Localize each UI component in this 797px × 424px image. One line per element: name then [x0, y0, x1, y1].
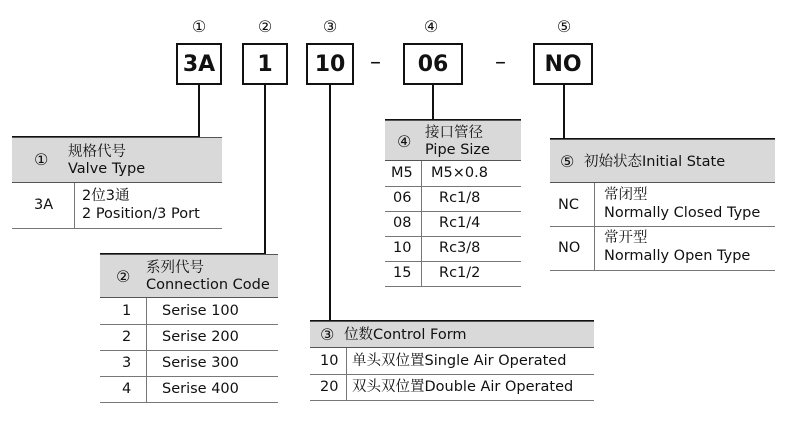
table-row [100, 298, 278, 324]
leader-line [563, 85, 565, 139]
section-marker: ⑤ [560, 152, 575, 171]
column-divider [74, 183, 75, 228]
valve-type-table [12, 137, 222, 229]
row-value: M5×0.8 [431, 165, 488, 181]
position-marker-3: ③ [322, 17, 338, 36]
leader-line [432, 85, 434, 120]
row-code: 2 [122, 329, 132, 345]
table-row [550, 183, 775, 226]
table-row [385, 161, 521, 186]
row-divider [385, 286, 521, 287]
row-value: Rc1/2 [439, 265, 481, 281]
row-desc-cn: 2位3通 [82, 188, 130, 204]
row-desc-en: Normally Open Type [604, 248, 751, 264]
row-code: NO [558, 240, 581, 256]
table-header [12, 137, 222, 183]
column-divider [421, 161, 422, 286]
section-title-cn: 规格代号 [68, 144, 126, 160]
row-value: Serise 100 [162, 303, 239, 319]
section-title-cn: 系列代号 [146, 260, 204, 276]
section-title: 初始状态Initial State [584, 154, 726, 170]
section-title-en: Connection Code [146, 277, 270, 293]
row-desc-en: 2 Position/3 Port [82, 206, 200, 222]
section-marker: ③ [320, 325, 335, 344]
position-marker-5: ⑤ [556, 17, 572, 36]
row-desc-cn: 常闭型 [604, 187, 648, 203]
row-code: 08 [393, 215, 412, 231]
pipe-size-table [385, 120, 521, 290]
row-value: Serise 400 [162, 381, 239, 397]
code-box-initial-state: NO [533, 43, 593, 85]
row-value: Rc1/4 [439, 215, 481, 231]
section-marker: ② [116, 267, 131, 286]
table-row [310, 374, 594, 400]
row-code: 3 [122, 355, 132, 371]
row-code: NC [558, 197, 579, 213]
separator-dash: – [370, 50, 381, 75]
table-row [12, 183, 222, 228]
table-header [310, 321, 594, 348]
row-desc-cn: 常开型 [604, 230, 648, 246]
code-box-connection: 1 [242, 43, 288, 85]
section-title-cn: 接口管径 [425, 125, 483, 141]
row-divider [550, 226, 775, 227]
control-form-table [310, 321, 594, 401]
row-code: 10 [393, 240, 412, 256]
row-code: 10 [320, 353, 339, 369]
code-box-valve-type: 3A [176, 43, 222, 85]
row-divider [100, 402, 278, 403]
row-divider [385, 261, 521, 262]
row-divider [310, 374, 594, 375]
leader-line [264, 85, 266, 254]
row-divider [550, 270, 775, 271]
table-header [100, 254, 278, 298]
row-divider [385, 236, 521, 237]
row-desc-en: Normally Closed Type [604, 205, 761, 221]
row-divider [100, 350, 278, 351]
row-code: M5 [391, 165, 413, 181]
row-divider [385, 186, 521, 187]
position-marker-4: ④ [423, 17, 439, 36]
row-code: 1 [122, 303, 132, 319]
row-value: 双头双位置Double Air Operated [352, 379, 574, 395]
row-value: 单头双位置Single Air Operated [352, 353, 567, 369]
row-value: Rc1/8 [439, 190, 481, 206]
row-code: 3A [34, 197, 54, 213]
table-row [385, 261, 521, 286]
table-row [385, 236, 521, 261]
initial-state-table [550, 139, 775, 274]
table-header [385, 120, 521, 161]
row-divider [100, 376, 278, 377]
row-code: 06 [393, 190, 412, 206]
section-marker: ④ [397, 132, 412, 151]
leader-line [329, 85, 331, 321]
section-title-en: Pipe Size [425, 142, 490, 158]
table-row [100, 376, 278, 402]
row-code: 15 [393, 265, 412, 281]
section-marker: ① [34, 150, 49, 169]
separator-dash: – [495, 50, 506, 75]
table-row [385, 186, 521, 211]
connection-code-table [100, 254, 278, 404]
leader-line [198, 85, 200, 137]
row-value: Rc3/8 [439, 240, 481, 256]
table-header [550, 139, 775, 183]
code-box-control-form: 10 [306, 43, 354, 85]
position-marker-2: ② [257, 17, 273, 36]
table-row [310, 348, 594, 374]
table-row [385, 211, 521, 236]
row-value: Serise 300 [162, 355, 239, 371]
row-divider [385, 211, 521, 212]
row-divider [310, 400, 594, 401]
row-code: 20 [320, 379, 339, 395]
table-row [100, 324, 278, 350]
position-marker-1: ① [191, 17, 207, 36]
table-row [100, 350, 278, 376]
section-title: 位数Control Form [344, 327, 467, 343]
row-divider [100, 324, 278, 325]
section-title-en: Valve Type [68, 161, 146, 177]
row-value: Serise 200 [162, 329, 239, 345]
row-code: 4 [122, 381, 132, 397]
table-row [550, 226, 775, 270]
row-divider [12, 228, 222, 229]
code-box-pipe-size: 06 [403, 43, 463, 85]
